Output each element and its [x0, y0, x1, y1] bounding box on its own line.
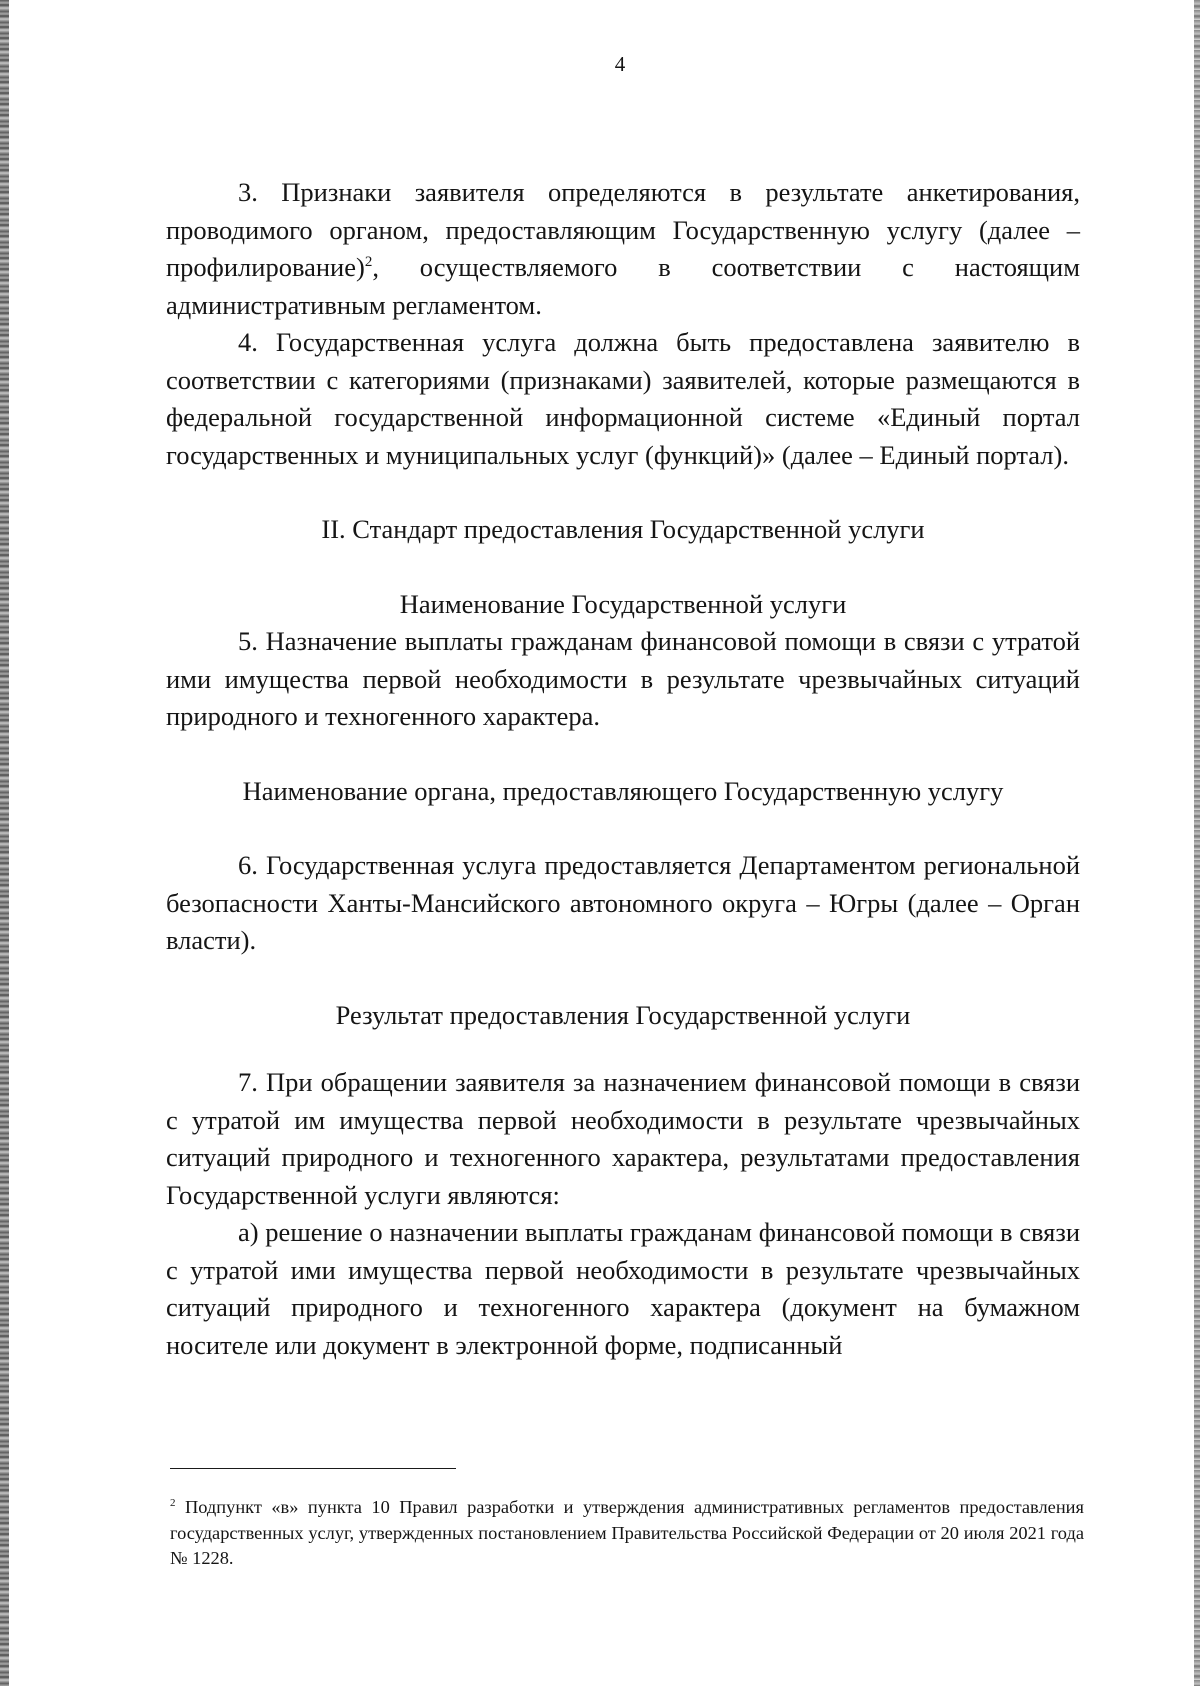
scan-edge-left — [0, 0, 9, 1686]
paragraph-3 — [166, 174, 1080, 324]
footnote-reference: 2 — [364, 254, 373, 271]
paragraph-7a: а) решение о назначении выплаты гражданам финансовой помощи в связи с утратой ими имущества первой необходимости в результате чрезвычайных ситуаций природного и техногенного характера (документ на бумажном носителе или документ в электронной форме, подписанный — [166, 1217, 1080, 1360]
page-number: 4 — [614, 52, 626, 76]
paragraph-5: 5. Назначение выплаты гражданам финансовой помощи в связи с утратой ими имущества первой необходимости в результате чрезвычайных ситуаций природного и техногенного характера. — [166, 626, 1080, 731]
service-name-heading: Наименование Государственной услуги — [399, 588, 847, 619]
document-body — [166, 174, 1080, 1364]
footnote-separator — [170, 1468, 456, 1469]
authority-heading: Наименование органа, предоставляющего Государственную услугу — [242, 775, 1004, 806]
section-heading: II. Стандарт предоставления Государственной услуги — [321, 514, 925, 544]
footnote-marker: 2 — [170, 1496, 176, 1509]
result-heading: Результат предоставления Государственной услуги — [335, 999, 911, 1030]
paragraph-7: 7. При обращении заявителя за назначением финансовой помощи в связи с утратой им имущества первой необходимости в результате чрезвычайных ситуаций природного и техногенного характера, результатами предоставления Государственной услуги являются: — [166, 1067, 1080, 1210]
footnote-text: Подпункт «в» пункта 10 Правил разработки и утверждения административных регламентов предоставления государственных услуг, утвержденных постановлением Правительства Российской Федерации от 20 июля 2021 года № 1228. — [170, 1497, 1084, 1568]
footnote — [170, 1495, 1084, 1572]
scan-edge-right — [1194, 0, 1200, 1686]
paragraph-4: 4. Государственная услуга должна быть предоставлена заявителю в соответствии с категориями (признаками) заявителей, которые размещаются в федеральной государственной информационной системе «Единый портал государственных и муниципальных услуг (функций)» (далее – Единый портал). — [166, 327, 1080, 470]
paragraph-3-text-before: 3. Признаки заявителя определяются в результате анкетирования, проводимого органом, предоставляющим Государственную услугу (далее – профилирование) — [166, 177, 1080, 282]
paragraph-3-text-after: , осуществляемого в соответствии с настоящим административным регламентом. — [166, 252, 1080, 320]
paragraph-6: 6. Государственная услуга предоставляется Департаментом региональной безопасности Ханты-Мансийского автономного округа – Югры (далее – Орган власти). — [166, 850, 1080, 955]
